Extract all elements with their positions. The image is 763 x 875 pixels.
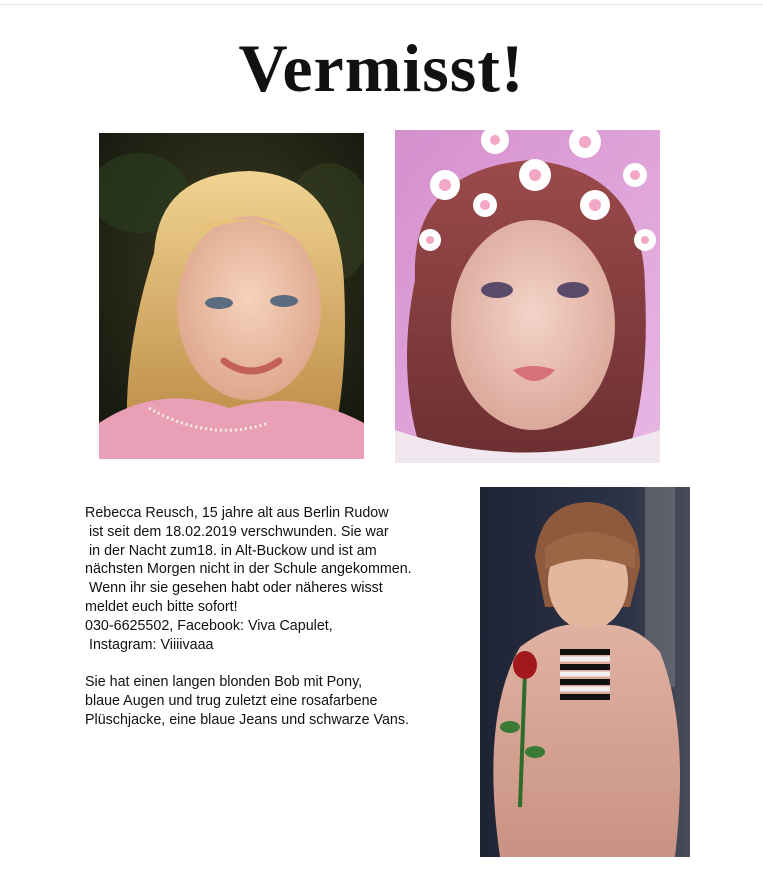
portrait-photo-right xyxy=(395,130,660,463)
contact-line: Instagram: Viiiivaaa xyxy=(85,636,214,653)
portrait-photo-left xyxy=(99,133,364,459)
description-line: in der Nacht zum18. in Alt-Buckow und ist am xyxy=(85,542,377,559)
description-line: meldet euch bitte sofort! xyxy=(85,598,238,615)
appearance-line: blaue Augen und trug zuletzt eine rosafarbene xyxy=(85,692,378,709)
poster-title: Vermisst! xyxy=(238,30,525,106)
description-line: Rebecca Reusch, 15 jahre alt aus Berlin Rudow xyxy=(85,505,389,521)
appearance-line: Sie hat einen langen blonden Bob mit Pony, xyxy=(85,674,363,691)
contact-line: 030-6625502, Facebook: Viva Capulet, xyxy=(85,617,333,634)
appearance-line: Plüschjacke, eine blaue Jeans und schwarze Vans. xyxy=(85,711,409,728)
description-line: ist seit dem 18.02.2019 verschwunden. Sie war xyxy=(85,523,389,540)
top-divider xyxy=(0,4,763,5)
missing-person-description xyxy=(85,504,475,730)
description-line: nächsten Morgen nicht in der Schule angekommen. xyxy=(85,561,412,578)
description-line: Wenn ihr sie gesehen habt oder näheres wisst xyxy=(85,580,383,597)
full-body-photo xyxy=(480,487,690,857)
